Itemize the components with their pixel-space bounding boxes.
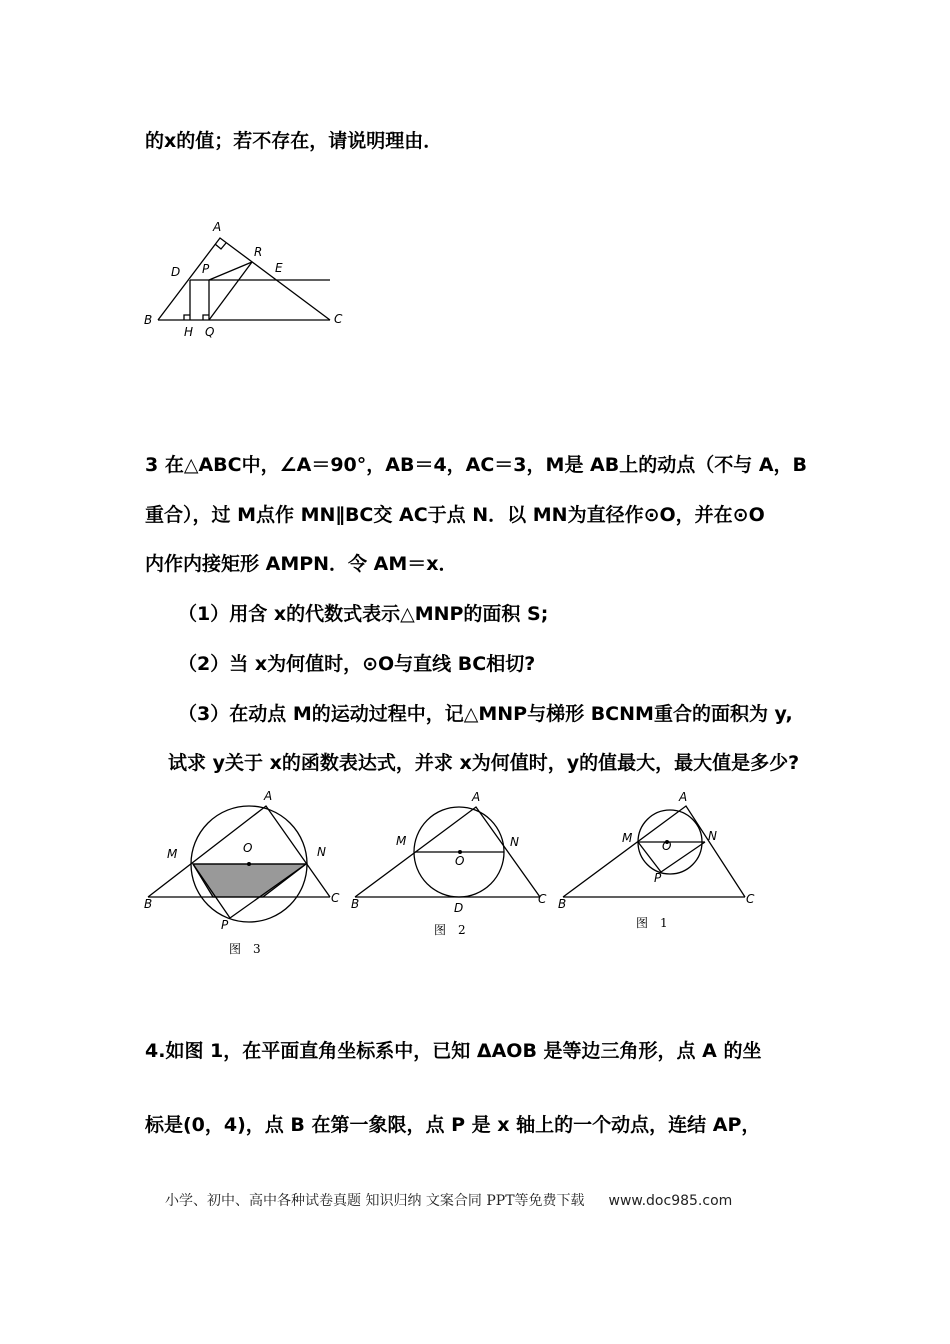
footer-url[interactable]: www.doc985.com [608, 1193, 733, 1209]
problem-4-line-1: 4.如图 1，在平面直角坐标系中，已知 ΔAOB 是等边三角形，点 A 的坐 [145, 1040, 762, 1062]
fig3-label-o: O [243, 841, 253, 855]
fig2-label-m: M [396, 834, 407, 848]
label-d: D [171, 265, 181, 279]
fig2-label-d: D [454, 901, 464, 915]
fig3-caption: 图 3 [229, 942, 261, 956]
question-3-cont: 试求 y关于 x的函数表达式，并求 x为何值时，y的值最大，最大值是多少? [168, 752, 800, 774]
problem-3-line-1: 3 在△ABC中，∠A＝90°，AB＝4，AC＝3，M是 AB上的动点（不与 A，B [145, 454, 808, 476]
fig2-caption: 图 2 [434, 923, 466, 937]
problem-3-line-2: 重合），过 M点作 MN∥BC交 AC于点 N．以 MN为直径作⊙O，并在⊙O [145, 504, 765, 526]
fig3-label-n: N [317, 845, 326, 859]
label-q: Q [205, 325, 215, 339]
question-3: （3）在动点 M的运动过程中，记△MNP与梯形 BCNM重合的面积为 y, [178, 703, 793, 725]
fig3-label-m: M [167, 847, 178, 861]
fig3-label-b: B [144, 897, 153, 911]
question-2: （2）当 x为何值时，⊙O与直线 BC相切? [178, 653, 536, 675]
fig2-label-o: O [455, 854, 465, 868]
label-p: P [202, 262, 210, 276]
fig2-label-n: N [510, 835, 519, 849]
label-b: B [144, 313, 153, 327]
fig2-label-c: C [538, 892, 547, 906]
problem-4-line-2: 标是(0，4)，点 B 在第一象限，点 P 是 x 轴上的一个动点，连结 AP， [145, 1114, 761, 1136]
fig1-label-a: A [679, 790, 688, 804]
problem-3-line-3: 内作内接矩形 AMPN．令 AM＝x． [145, 553, 458, 575]
fig1-label-p: P [654, 871, 662, 885]
fig1-label-m: M [622, 831, 633, 845]
fig1-label-o: O [662, 839, 672, 853]
question-1: （1）用含 x的代数式表示△MNP的面积 S; [178, 603, 549, 625]
label-r: R [254, 245, 263, 259]
label-c: C [334, 312, 343, 326]
fig3-label-p: P [221, 918, 229, 932]
fig1-caption: 图 1 [636, 916, 668, 930]
footer-text: 小学、初中、高中各种试卷真题 知识归纳 文案合同 PPT等免费下载 [165, 1193, 585, 1209]
text-line-1: 的x的值；若不存在，请说明理由． [145, 130, 443, 152]
fig1-label-n: N [708, 829, 717, 843]
fig1-label-c: C [746, 892, 755, 906]
fig2-label-a: A [472, 790, 481, 804]
fig3-label-a: A [264, 789, 273, 803]
fig1-label-b: B [558, 897, 567, 911]
label-h: H [184, 325, 194, 339]
fig2-label-b: B [351, 897, 360, 911]
page-footer [165, 1190, 732, 1210]
fig3-label-c: C [331, 891, 340, 905]
label-e: E [275, 261, 283, 275]
label-a: A [213, 220, 222, 234]
